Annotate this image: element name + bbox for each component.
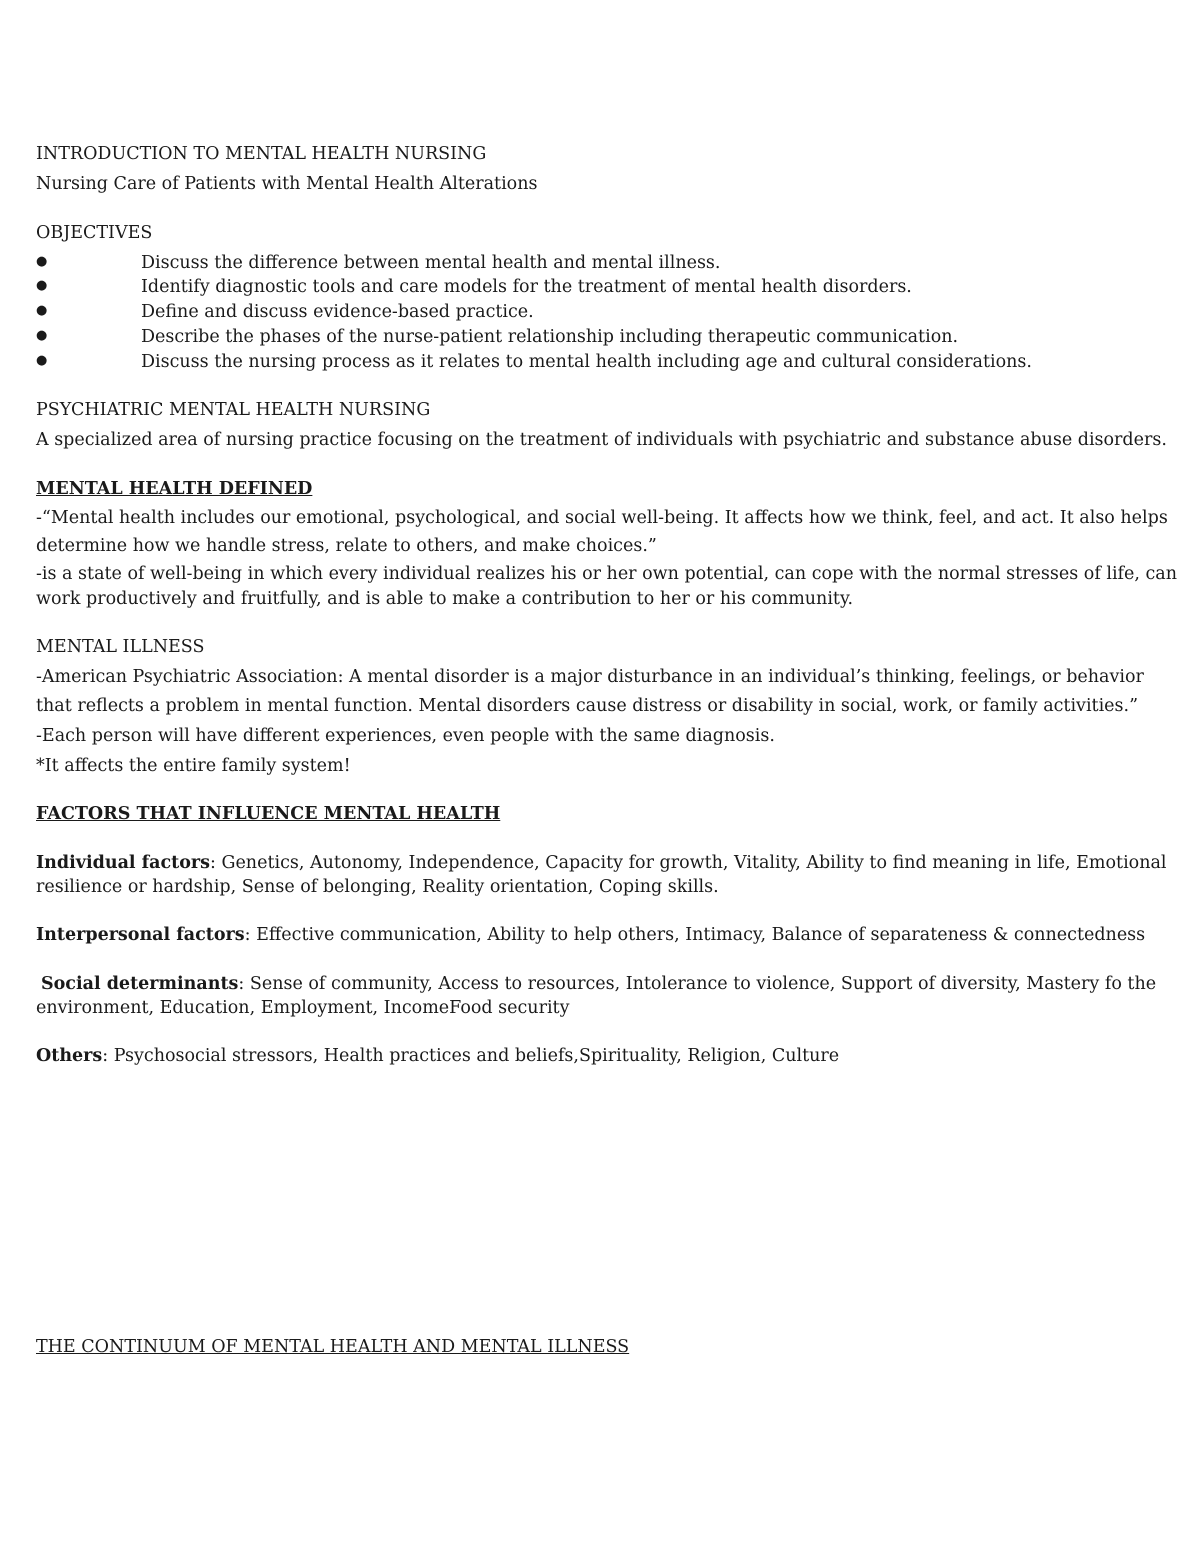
objective-item: ● Define and discuss evidence-based practice. — [36, 302, 534, 322]
mental-illness-heading: MENTAL ILLNESS — [36, 637, 205, 657]
mental-health-def-2a: -is a state of well-being in which every individual realizes his or her own potential, can cope with the normal stresses of life, can — [36, 564, 1178, 584]
continuum-heading: THE CONTINUUM OF MENTAL HEALTH AND MENTAL ILLNESS — [36, 1337, 630, 1357]
psych-heading: PSYCHIATRIC MENTAL HEALTH NURSING — [36, 400, 431, 420]
mental-illness-line-4: *It affects the entire family system! — [36, 756, 351, 776]
factors-heading: FACTORS THAT INFLUENCE MENTAL HEALTH — [36, 804, 501, 824]
individual-factors-line-2: resilience or hardship, Sense of belonging, Reality orientation, Coping skills. — [36, 877, 719, 897]
bullet-icon: ● — [36, 353, 48, 368]
interpersonal-factors: Interpersonal factors: Effective communication, Ability to help others, Intimacy, Balance of separateness & connectedness — [36, 925, 1146, 945]
document-subtitle: Nursing Care of Patients with Mental Health Alterations — [36, 174, 538, 194]
document-title: INTRODUCTION TO MENTAL HEALTH NURSING — [36, 144, 487, 164]
objective-item: ● Describe the phases of the nurse-patient relationship including therapeutic communication. — [36, 327, 959, 347]
objective-item: ● Discuss the nursing process as it relates to mental health including age and cultural considerations. — [36, 352, 1032, 372]
bullet-icon: ● — [36, 278, 48, 293]
others-factors: Others: Psychosocial stressors, Health practices and beliefs,Spirituality, Religion, Culture — [36, 1046, 840, 1066]
mental-illness-line-2: that reflects a problem in mental function. Mental disorders cause distress or disability in social, work, or family activities.” — [36, 696, 1139, 716]
bullet-icon: ● — [36, 303, 48, 318]
social-determinants-label: Social determinants — [41, 974, 239, 994]
social-determinants-line-2: environment, Education, Employment, IncomeFood security — [36, 998, 570, 1018]
psych-text: A specialized area of nursing practice focusing on the treatment of individuals with psychiatric and substance abuse disorders. — [36, 430, 1167, 450]
individual-factors-line-1: Individual factors: Genetics, Autonomy, Independence, Capacity for growth, Vitality, Ability to find meaning in life, Emotional — [36, 853, 1167, 873]
individual-factors-label: Individual factors — [36, 853, 211, 873]
mental-health-def-1b: determine how we handle stress, relate to others, and make choices.” — [36, 536, 657, 556]
others-label: Others — [36, 1046, 103, 1066]
bullet-icon: ● — [36, 328, 48, 343]
social-determinants-line-1: Social determinants: Sense of community, Access to resources, Intolerance to violence, Support of diversity, Mastery fo the — [41, 974, 1157, 994]
mental-health-def-2b: work productively and fruitfully, and is able to make a contribution to her or his community. — [36, 589, 854, 609]
interpersonal-factors-label: Interpersonal factors — [36, 925, 245, 945]
objective-item: ● Discuss the difference between mental health and mental illness. — [36, 253, 721, 273]
objectives-heading: OBJECTIVES — [36, 223, 153, 243]
mental-health-heading: MENTAL HEALTH DEFINED — [36, 479, 313, 499]
bullet-icon: ● — [36, 254, 48, 269]
objective-item: ● Identify diagnostic tools and care models for the treatment of mental health disorders. — [36, 277, 912, 297]
mental-illness-line-1: -American Psychiatric Association: A mental disorder is a major disturbance in an individual’s thinking, feelings, or behavior — [36, 667, 1144, 687]
mental-health-def-1a: -“Mental health includes our emotional, psychological, and social well-being. It affects how we think, feel, and act. It also helps — [36, 508, 1168, 528]
mental-illness-line-3: -Each person will have different experiences, even people with the same diagnosis. — [36, 726, 775, 746]
